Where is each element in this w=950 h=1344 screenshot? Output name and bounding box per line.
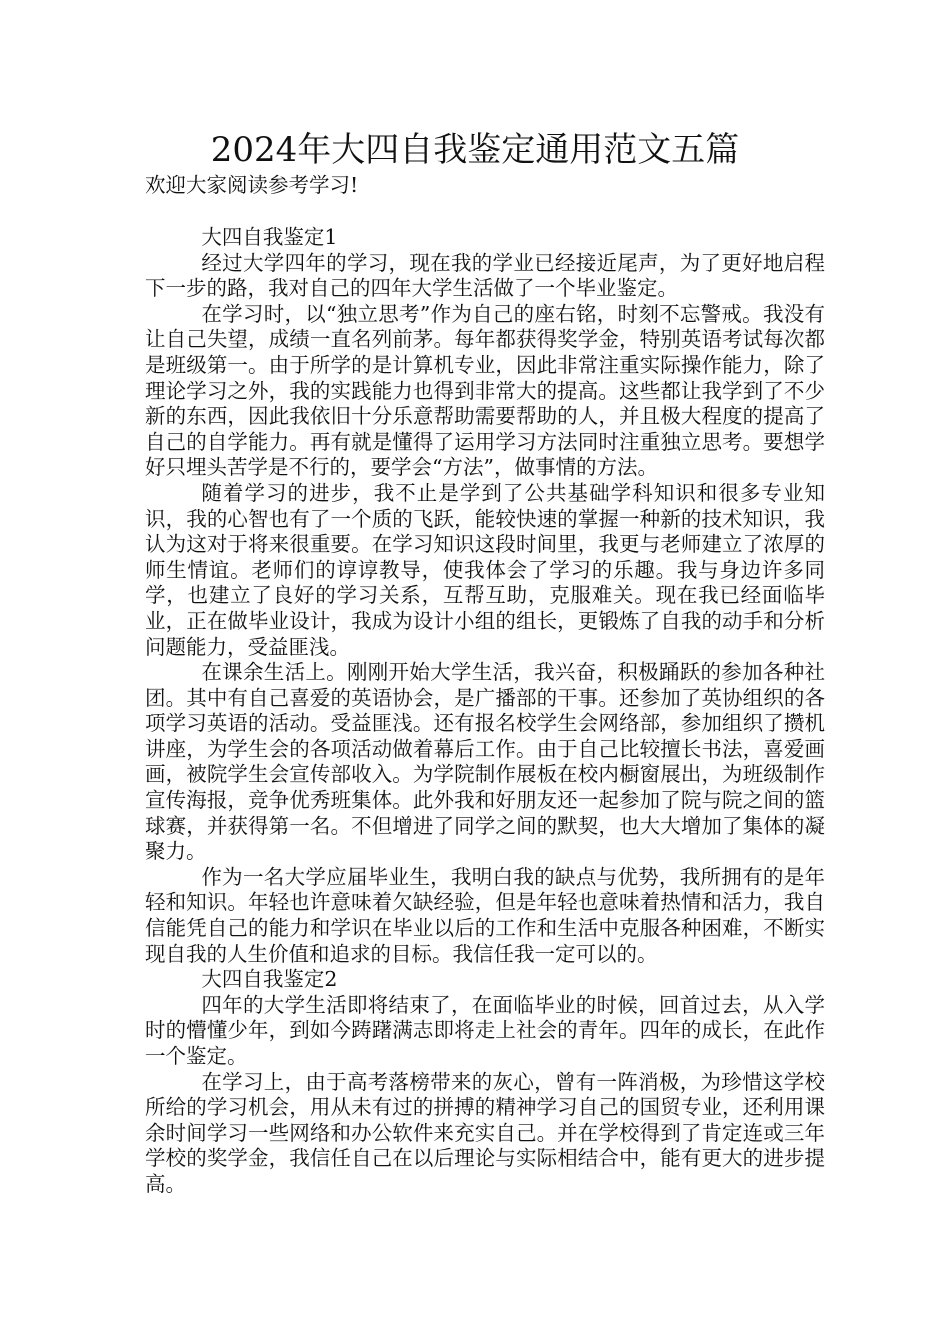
paragraph: 作为一名大学应届毕业生，我明白我的缺点与优势，我所拥有的是年轻和知识。年轻也许意味着欠缺经验，但是年轻也意味着热情和活力，我自信能凭自己的能力和学识在毕业以后的工作和生活中克服各种困难，不断实现自我的人生价值和追求的目标。我信任我一定可以的。 [145,864,825,966]
paragraph: 随着学习的进步，我不止是学到了公共基础学科知识和很多专业知识，我的心智也有了一个质的飞跃，能较快速的掌握一种新的技术知识，我认为这对于将来很重要。在学习知识这段时间里，我更与老师建立了浓厚的师生情谊。老师们的谆谆教导，使我体会了学习的乐趣。我与身边许多同学，也建立了良好的学习关系，互帮互助，克服难关。现在我已经面临毕业，正在做毕业设计，我成为设计小组的组长，更锻炼了自我的动手和分析问题能力，受益匪浅。 [145,480,825,659]
paragraph: 四年的大学生活即将结束了，在面临毕业的时候，回首过去，从入学时的懵懂少年，到如今踌躇满志即将走上社会的青年。四年的成长，在此作一个鉴定。 [145,992,825,1068]
paragraph: 在课余生活上。刚刚开始大学生活，我兴奋，积极踊跃的参加各种社团。其中有自己喜爱的英语协会，是广播部的干事。还参加了英协组织的各项学习英语的活动。受益匪浅。还有报名校学生会网络部，参加组织了攒机讲座，为学生会的各项活动做着幕后工作。由于自己比较擅长书法，喜爱画画，被院学生会宣传部收入。为学院制作展板在校内橱窗展出，为班级制作宣传海报，竞争优秀班集体。此外我和好朋友还一起参加了院与院之间的篮球赛，并获得第一名。不但增进了同学之间的默契，也大大增加了集体的凝聚力。 [145,660,825,864]
section-heading: 大四自我鉴定2 [201,967,338,992]
document-body [145,225,825,1198]
document-title: 2024年大四自我鉴定通用范文五篇 [210,130,740,170]
paragraph: 在学习时，以“独立思考”作为自己的座右铭，时刻不忘警戒。我没有让自己失望，成绩一直名列前茅。每年都获得奖学金，特别英语考试每次都是班级第一。由于所学的是计算机专业，因此非常注重实际操作能力，除了理论学习之外，我的实践能力也得到非常大的提高。这些都让我学到了不少新的东西，因此我依旧十分乐意帮助需要帮助的人，并且极大程度的提高了自己的自学能力。再有就是懂得了运用学习方法同时注重独立思考。要想学好只埋头苦学是不行的，要学会“方法”，做事情的方法。 [145,301,825,480]
paragraph: 在学习上，由于高考落榜带来的灰心，曾有一阵消极，为珍惜这学校所给的学习机会，用从未有过的拼搏的精神学习自己的国贸专业，还利用课余时间学习一些网络和办公软件来充实自己。并在学校得到了肯定连或三年学校的奖学金，我信任自己在以后理论与实际相结合中，能有更大的进步提高。 [145,1069,825,1196]
paragraph: 经过大学四年的学习，现在我的学业已经接近尾声，为了更好地启程下一步的路，我对自己的四年大学生活做了一个毕业鉴定。 [145,250,825,301]
intro-text: 欢迎大家阅读参考学习! [145,173,359,197]
section-heading: 大四自我鉴定1 [201,225,338,249]
